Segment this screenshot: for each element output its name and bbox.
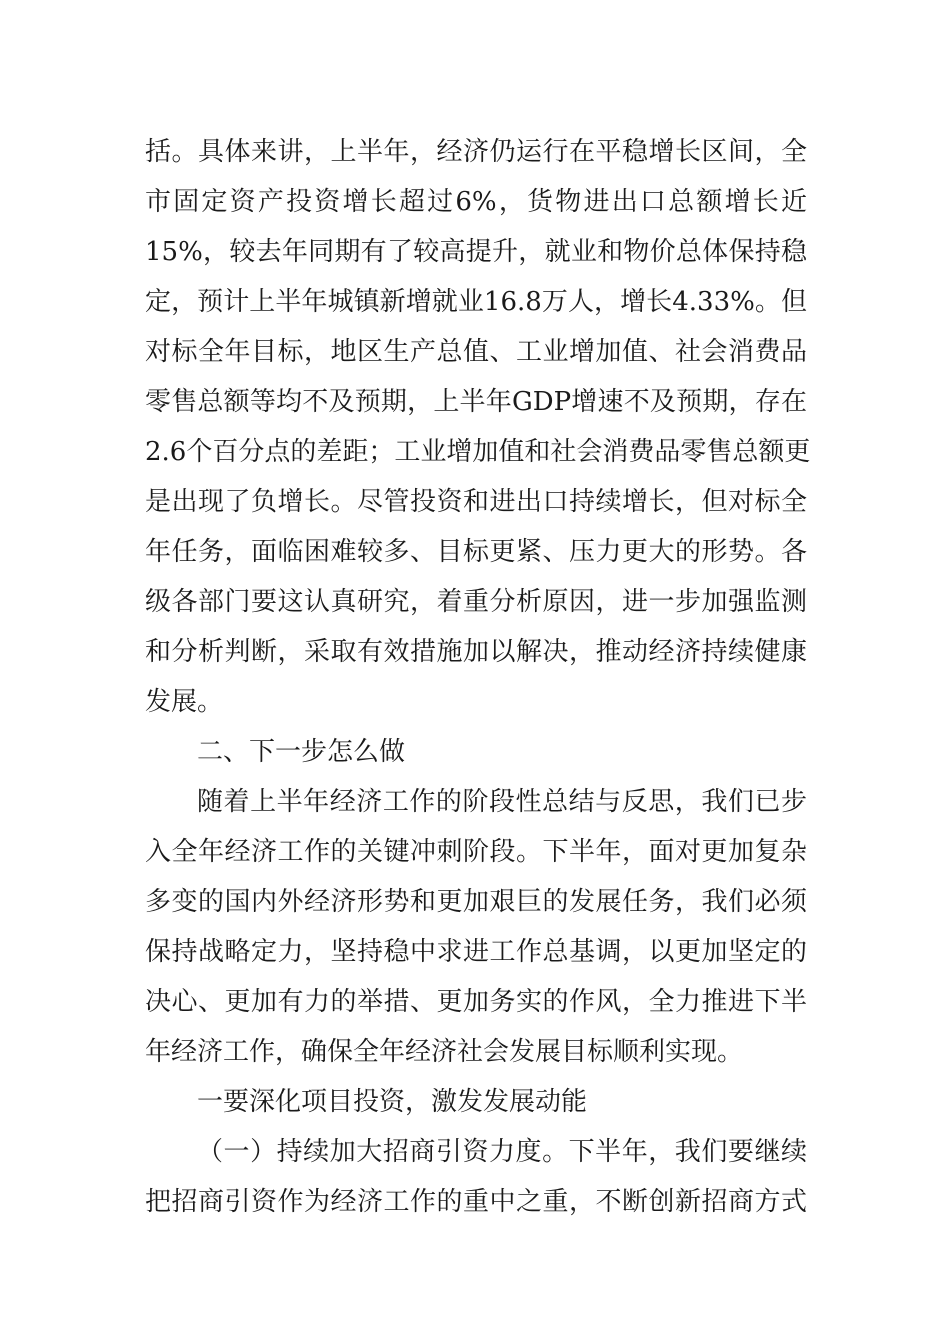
body-text-line: 和分析判断，采取有效措施加以解决，推动经济持续健康 <box>145 637 807 667</box>
body-text-line: 年经济工作，确保全年经济社会发展目标顺利实现。 <box>145 1037 744 1067</box>
body-text-line: 保持战略定力，坚持稳中求进工作总基调，以更加坚定的 <box>145 937 807 967</box>
body-text-line: 定，预计上半年城镇新增就业16.8万人，增长4.33%。但 <box>145 287 807 317</box>
body-text-line: 零售总额等均不及预期，上半年GDP增速不及预期，存在 <box>145 387 807 417</box>
subsection-heading: 一要深化项目投资，激发发展动能 <box>197 1087 588 1117</box>
body-text-line: 发展。 <box>145 687 224 717</box>
body-text-line: 市固定资产投资增长超过6%，货物进出口总额增长近 <box>145 187 807 217</box>
body-text-line: 入全年经济工作的关键冲刺阶段。下半年，面对更加复杂 <box>145 837 807 867</box>
body-text-line: 年任务，面临困难较多、目标更紧、压力更大的形势。各 <box>145 537 807 567</box>
body-text-line: 括。具体来讲，上半年，经济仍运行在平稳增长区间，全 <box>145 137 807 167</box>
body-text-line: 多变的国内外经济形势和更加艰巨的发展任务，我们必须 <box>145 887 807 917</box>
body-text-line: 级各部门要这认真研究，着重分析原因，进一步加强监测 <box>145 587 807 617</box>
body-text-line: 对标全年目标，地区生产总值、工业增加值、社会消费品 <box>145 337 807 367</box>
body-text-line: 15%，较去年同期有了较高提升，就业和物价总体保持稳 <box>145 237 807 267</box>
section-heading: 二、下一步怎么做 <box>197 737 406 767</box>
body-text-line: 随着上半年经济工作的阶段性总结与反思，我们已步 <box>197 787 807 817</box>
body-text-line: 是出现了负增长。尽管投资和进出口持续增长，但对标全 <box>145 487 807 517</box>
body-text-line: （一）持续加大招商引资力度。下半年，我们要继续 <box>197 1137 807 1167</box>
body-text-line: 把招商引资作为经济工作的重中之重，不断创新招商方式 <box>145 1187 807 1217</box>
body-text-line: 决心、更加有力的举措、更加务实的作风，全力推进下半 <box>145 987 807 1017</box>
body-text-line: 2.6个百分点的差距；工业增加值和社会消费品零售总额更 <box>145 437 811 467</box>
